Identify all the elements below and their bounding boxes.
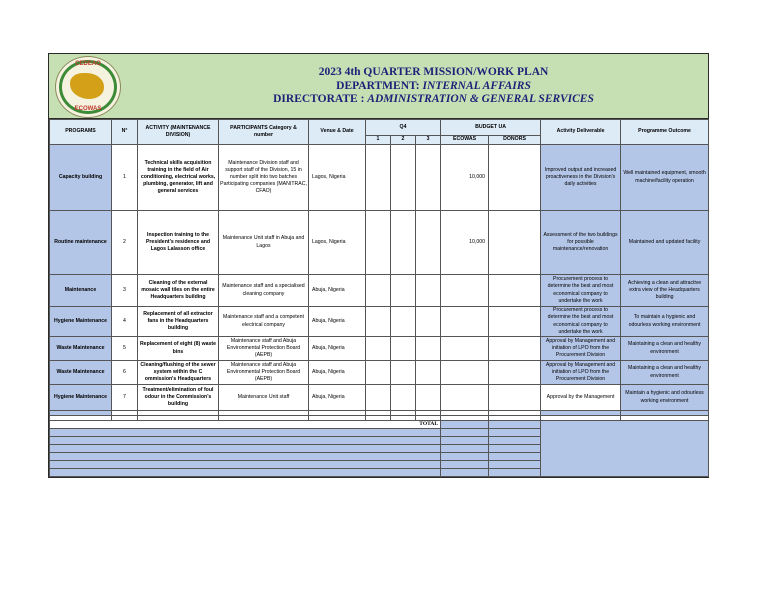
donors-budget-cell	[489, 145, 541, 211]
summary-block	[541, 421, 709, 477]
activity-cell: Cleaning of the external mosaic wall tiles on the entire Headquarters building	[138, 275, 219, 307]
deliverable-cell: Approval by Management and initiation of LPO from the Procurement Division	[541, 337, 621, 361]
month-2-cell	[391, 361, 416, 385]
venue-cell: Lagos, Nigeria	[309, 145, 366, 211]
outcome-cell: Well maintained equipment, smooth machine/facility operation	[621, 145, 709, 211]
outcome-cell: Maintaining a clean and healthy environment	[621, 337, 709, 361]
col-donors: DONORS	[489, 136, 541, 145]
ecowas-budget-cell	[441, 385, 489, 411]
month-3-cell	[416, 145, 441, 211]
participants-cell: Maintenance Division staff and support staff of the Division, 15 in number split into two batches Participating companies (MANITRAC, CFAO)	[219, 145, 309, 211]
month-3-cell	[416, 361, 441, 385]
month-2-cell	[391, 145, 416, 211]
month-1-cell	[366, 385, 391, 411]
activity-cell: Treatment/elimination of foul odour in the Commission's building	[138, 385, 219, 411]
activity-cell: Technical skills acquisition training in the field of Air conditioning, electrical works, plumbing, generator, lift and general services	[138, 145, 219, 211]
row-number: 7	[112, 385, 138, 411]
logo-bottom-text: ECOWAS	[74, 106, 102, 112]
ecowas-budget-cell: 10,000	[441, 211, 489, 275]
program-cell: Hygiene Maintenance	[50, 385, 112, 411]
ecowas-logo	[55, 56, 121, 118]
table-row	[50, 361, 709, 385]
activity-cell: Replacement of eight (8) waste bins	[138, 337, 219, 361]
total-label: TOTAL	[50, 421, 441, 429]
title-line-2	[159, 80, 708, 92]
col-participants: PARTICIPANTS Category & number	[219, 120, 309, 145]
logo-top-text: CEDEAO	[75, 61, 101, 67]
title-line-1: 2023 4th QUARTER MISSION/WORK PLAN	[318, 66, 549, 78]
total-ecowas-cell	[441, 421, 489, 429]
month-2-cell	[391, 337, 416, 361]
donors-budget-cell	[489, 275, 541, 307]
venue-cell: Abuja, Nigeria	[309, 361, 366, 385]
venue-cell: Lagos, Nigeria	[309, 211, 366, 275]
title-line-2-prefix: DEPARTMENT:	[336, 80, 423, 92]
table-row	[50, 211, 709, 275]
donors-budget-cell	[489, 211, 541, 275]
col-venue: Venue & Date	[309, 120, 366, 145]
title-line-3-prefix: DIRECTORATE :	[273, 93, 368, 105]
month-1-cell	[366, 337, 391, 361]
month-1-cell	[366, 275, 391, 307]
row-number: 1	[112, 145, 138, 211]
outcome-cell: Maintained and updated facility	[621, 211, 709, 275]
donors-budget-cell	[489, 385, 541, 411]
participants-cell: Maintenance staff and a specialised cleaning company	[219, 275, 309, 307]
department-name: INTERNAL AFFAIRS	[422, 80, 531, 92]
participants-cell: Maintenance staff and a competent electrical company	[219, 307, 309, 337]
row-number: 2	[112, 211, 138, 275]
activity-cell: Cleaning/flushing of the sewer system within the C ommission's Headquarters	[138, 361, 219, 385]
row-number: 3	[112, 275, 138, 307]
month-3-cell	[416, 385, 441, 411]
participants-cell: Maintenance Unit staff	[219, 385, 309, 411]
col-month-2: 2	[391, 136, 416, 145]
deliverable-cell: Approval by the Management	[541, 385, 621, 411]
outcome-cell: Achieving a clean and attractive extra view of the Headquarters building	[621, 275, 709, 307]
ecowas-budget-cell	[441, 307, 489, 337]
col-activity: ACTIVITY (MAINTENANCE DIVISION)	[138, 120, 219, 145]
venue-cell: Abuja, Nigeria	[309, 385, 366, 411]
month-1-cell	[366, 145, 391, 211]
venue-cell: Abuja, Nigeria	[309, 307, 366, 337]
table-row	[50, 337, 709, 361]
col-outcome: Programme Outcome	[621, 120, 709, 145]
work-plan-table	[49, 119, 709, 477]
col-q4: Q4	[366, 120, 441, 136]
program-cell: Maintenance	[50, 275, 112, 307]
month-2-cell	[391, 211, 416, 275]
program-cell: Hygiene Maintenance	[50, 307, 112, 337]
row-number: 5	[112, 337, 138, 361]
month-2-cell	[391, 385, 416, 411]
venue-cell: Abuja, Nigeria	[309, 275, 366, 307]
deliverable-cell: Procurement process to determine the best and most economical company to undertake the work	[541, 307, 621, 337]
col-month-3: 3	[416, 136, 441, 145]
col-programs: PROGRAMS	[50, 120, 112, 145]
title-line-3	[159, 93, 708, 105]
program-cell: Routine maintenance	[50, 211, 112, 275]
program-cell: Waste Maintenance	[50, 361, 112, 385]
deliverable-cell: Approval by Management and initiation of LPO from the Procurement Division	[541, 361, 621, 385]
participants-cell: Maintenance staff and Abuja Environmental Protection Board (AEPB)	[219, 337, 309, 361]
col-budget: BUDGET UA	[441, 120, 541, 136]
work-plan-sheet	[48, 53, 709, 478]
deliverable-cell: Improved output and increased proactiveness in the Division's daily activities	[541, 145, 621, 211]
directorate-name: ADMINISTRATION & GENERAL SERVICES	[367, 93, 594, 105]
total-row	[50, 421, 709, 429]
donors-budget-cell	[489, 337, 541, 361]
month-1-cell	[366, 211, 391, 275]
total-donors-cell	[489, 421, 541, 429]
month-2-cell	[391, 307, 416, 337]
ecowas-budget-cell: 10,000	[441, 145, 489, 211]
venue-cell: Abuja, Nigeria	[309, 337, 366, 361]
table-row	[50, 145, 709, 211]
program-cell: Capacity building	[50, 145, 112, 211]
ecowas-budget-cell	[441, 275, 489, 307]
activity-cell: Replacement of all extractor fans in the Headquarters building	[138, 307, 219, 337]
header-row-1	[50, 120, 709, 136]
activity-cell: Inspection training to the President's residence and Lagos Lalasson office	[138, 211, 219, 275]
participants-cell: Maintenance staff and Abuja Environmental Protection Board (AEPB)	[219, 361, 309, 385]
row-number: 6	[112, 361, 138, 385]
col-month-1: 1	[366, 136, 391, 145]
table-row	[50, 275, 709, 307]
month-3-cell	[416, 307, 441, 337]
ecowas-budget-cell	[441, 337, 489, 361]
donors-budget-cell	[489, 307, 541, 337]
outcome-cell: Maintaining a clean and healthy environment	[621, 361, 709, 385]
col-no: N°	[112, 120, 138, 145]
table-row	[50, 385, 709, 411]
month-1-cell	[366, 307, 391, 337]
header-banner	[49, 54, 708, 119]
program-cell: Waste Maintenance	[50, 337, 112, 361]
month-2-cell	[391, 275, 416, 307]
outcome-cell: To maintain a hygienic and odourless working environment	[621, 307, 709, 337]
row-number: 4	[112, 307, 138, 337]
col-ecowas: ECOWAS	[441, 136, 489, 145]
col-deliverable: Activity Deliverable	[541, 120, 621, 145]
deliverable-cell: Procurement process to determine the best and most economical company to undertake the work	[541, 275, 621, 307]
donors-budget-cell	[489, 361, 541, 385]
ecowas-budget-cell	[441, 361, 489, 385]
month-3-cell	[416, 337, 441, 361]
table-row	[50, 307, 709, 337]
month-1-cell	[366, 361, 391, 385]
participants-cell: Maintenance Unit staff in Abuja and Lagos	[219, 211, 309, 275]
month-3-cell	[416, 275, 441, 307]
outcome-cell: Maintain a hygienic and odourless working environment	[621, 385, 709, 411]
deliverable-cell: Assessment of the two buildings for possible maintenance/renovation	[541, 211, 621, 275]
month-3-cell	[416, 211, 441, 275]
